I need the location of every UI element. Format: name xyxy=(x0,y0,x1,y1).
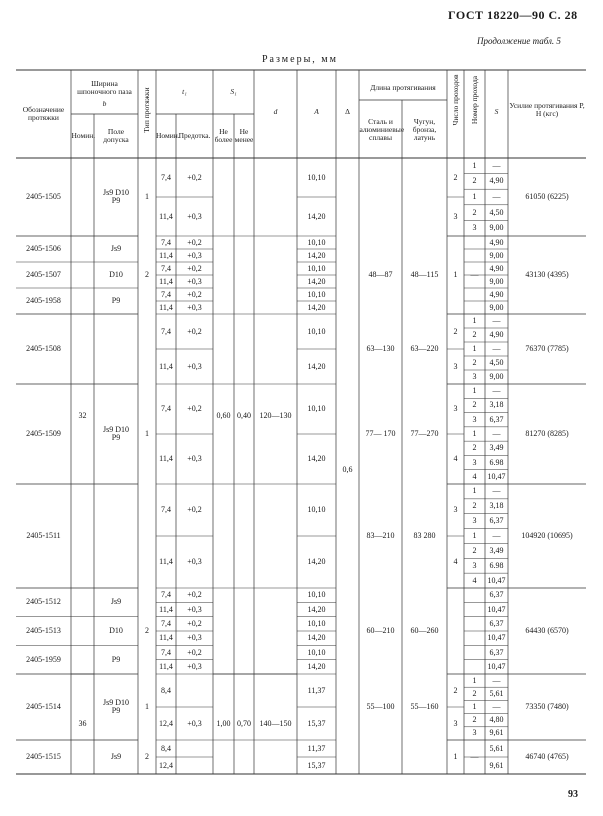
s-value-cell: 6,37 xyxy=(489,618,504,628)
pass-number-cell: 1 xyxy=(472,386,477,396)
pass-number-cell: 4 xyxy=(472,471,477,481)
pass-number-cell: — xyxy=(470,270,479,279)
force-cell: 76370 (7785) xyxy=(525,344,569,353)
s-value-cell: 6,37 xyxy=(489,590,504,600)
s-value-cell: 9,00 xyxy=(489,372,504,381)
t1-limit-cell: +0,3 xyxy=(187,661,202,671)
length-iron-cell: 60—260 xyxy=(410,626,439,635)
passes-count-cell: 2 xyxy=(453,685,458,695)
length-steel-cell: 83—210 xyxy=(366,531,395,540)
t1-nominal-cell: 7,4 xyxy=(161,404,171,413)
a-value-cell: 10,10 xyxy=(307,590,326,600)
a-value-cell: 10,10 xyxy=(307,289,326,299)
pass-number-cell: — xyxy=(470,752,479,761)
a-value-cell: 14,20 xyxy=(307,633,326,643)
t1-limit-cell: +0,3 xyxy=(187,302,202,312)
pass-number-cell: 1 xyxy=(472,344,477,353)
length-iron-cell: 48—115 xyxy=(410,270,439,279)
a-value-cell: 14,20 xyxy=(307,661,326,671)
a-value-cell: 11,37 xyxy=(307,685,326,695)
s-value-cell: — xyxy=(492,486,501,496)
tolerance-cell: P9 xyxy=(111,296,121,305)
designation-cell: 2405-1515 xyxy=(26,752,61,761)
s-value-cell: 6,37 xyxy=(489,516,504,526)
t1-nominal-cell: 8,4 xyxy=(161,743,171,753)
t1-limit-cell: +0,2 xyxy=(187,326,202,336)
length-steel-cell: 60—210 xyxy=(366,626,395,635)
a-value-cell: 15,37 xyxy=(307,718,326,728)
passes-count-cell: 3 xyxy=(453,404,458,413)
t1-limit-cell: +0,3 xyxy=(187,276,202,286)
t1-limit-cell: +0,3 xyxy=(187,361,202,371)
a-value-cell: 10,10 xyxy=(307,404,326,413)
pass-number-cell: 1 xyxy=(472,531,477,540)
key-width-36-cell: 36 xyxy=(78,719,87,728)
designation-cell: 2405-1507 xyxy=(26,270,61,279)
pass-number-cell: 4 xyxy=(472,575,477,585)
t1-nominal-cell: 11,4 xyxy=(159,454,173,463)
passes-count-cell: 3 xyxy=(453,718,458,728)
a-value-cell: 14,20 xyxy=(307,302,326,312)
s-value-cell: — xyxy=(492,344,501,353)
t1-nominal-cell: 7,4 xyxy=(161,590,171,600)
pass-number-cell: 1 xyxy=(472,316,477,325)
t1-nominal-header: Номин. xyxy=(156,131,180,141)
a-value-cell: 14,20 xyxy=(307,276,326,286)
d-32-cell: 120—130 xyxy=(259,411,292,420)
pass-number-cell: 2 xyxy=(472,688,477,698)
force-cell: 46740 (4765) xyxy=(525,752,569,761)
pass-number-cell: 3 xyxy=(472,728,477,738)
s-value-cell: 10,47 xyxy=(487,633,506,643)
passes-count-cell: 2 xyxy=(453,326,458,336)
s-value-cell: 9,00 xyxy=(489,250,504,260)
t1-nominal-cell: 11,4 xyxy=(159,276,173,286)
t1-nominal-cell: 7,4 xyxy=(161,237,171,247)
s-value-cell: 10,47 xyxy=(487,471,506,481)
s-value-cell: 3,18 xyxy=(489,501,504,511)
a-value-cell: 14,20 xyxy=(307,250,326,260)
broach-type-cell: 1 xyxy=(145,429,149,438)
tolerance-cell: Js9 xyxy=(110,752,122,761)
force-cell: 43130 (4395) xyxy=(525,270,569,279)
s-value-cell: 4,90 xyxy=(489,237,504,247)
length-iron-header: Чугун, бронза, латунь xyxy=(412,117,437,142)
a-value-cell: 10,10 xyxy=(307,647,326,657)
passes-count-cell: 3 xyxy=(453,505,458,514)
key-width-32-cell: 32 xyxy=(78,411,87,420)
force-cell: 81270 (8285) xyxy=(525,429,569,438)
key-width-symbol: b xyxy=(102,99,107,109)
t1-nominal-cell: 7,4 xyxy=(161,263,171,273)
s1-min-36-cell: 0,70 xyxy=(237,719,251,728)
s-value-cell: 3,49 xyxy=(489,545,504,555)
s-value-cell: — xyxy=(492,160,501,170)
passes-count-header: Число проходов xyxy=(450,74,460,126)
t1-nominal-cell: 7,4 xyxy=(161,289,171,299)
broach-type-cell: 1 xyxy=(145,702,149,711)
t1-limit-header: Предотка. xyxy=(178,131,211,141)
pass-number-cell: 2 xyxy=(472,207,477,217)
s-value-cell: — xyxy=(492,531,501,540)
s-value-cell: 10,47 xyxy=(487,575,506,585)
tolerance-cell: Js9 xyxy=(110,597,122,607)
s-value-cell: 6.98 xyxy=(489,560,504,570)
t1-limit-cell: +0,2 xyxy=(187,263,202,273)
tolerance-cell: Js9 D10 P9 xyxy=(103,188,130,205)
length-steel-header: Сталь и алюминиевые сплавы xyxy=(359,117,405,142)
d-36-cell: 140—150 xyxy=(259,719,292,728)
t1-limit-cell: +0,2 xyxy=(187,289,202,299)
tolerance-cell: D10 xyxy=(109,270,123,279)
t1-nominal-cell: 12,4 xyxy=(159,760,173,770)
designation-cell: 2405-1513 xyxy=(26,626,61,635)
designation-cell: 2405-1511 xyxy=(26,531,61,540)
designation-header: Обозначение протяжки xyxy=(22,105,65,122)
tolerance-cell: D10 xyxy=(109,626,123,635)
force-cell: 104920 (10695) xyxy=(521,531,573,540)
tolerance-cell: Js9 D10 P9 xyxy=(103,698,130,715)
t1-nominal-cell: 8,4 xyxy=(161,685,171,695)
table-continuation-note: Продолжение табл. 5 xyxy=(477,36,561,46)
s1-min-header: Не менее xyxy=(234,127,254,144)
length-steel-cell: 63—130 xyxy=(366,344,395,353)
a-value-cell: 10,10 xyxy=(307,618,326,628)
pass-number-cell: 2 xyxy=(472,358,477,367)
pass-number-cell: 3 xyxy=(472,457,477,467)
t1-limit-cell: +0,3 xyxy=(187,718,202,728)
s-value-cell: 4,90 xyxy=(489,289,504,299)
designation-cell: 2405-1512 xyxy=(26,597,61,607)
pass-number-cell: 3 xyxy=(472,223,477,233)
designation-cell: 2405-1508 xyxy=(26,344,61,353)
t1-limit-cell: +0,2 xyxy=(187,505,202,514)
length-iron-cell: 63—220 xyxy=(410,344,439,353)
pass-number-cell: 3 xyxy=(472,560,477,570)
t1-nominal-cell: 11,4 xyxy=(159,604,173,614)
s-value-cell: 5,61 xyxy=(489,743,504,753)
t1-nominal-cell: 7,4 xyxy=(161,618,171,628)
length-iron-cell: 77—270 xyxy=(410,429,439,438)
broach-dimensions-table xyxy=(16,70,586,790)
t1-limit-cell: +0,2 xyxy=(187,618,202,628)
delta-header: Δ xyxy=(345,107,350,117)
s-value-cell: 9,00 xyxy=(489,302,504,312)
t1-limit-cell: +0,2 xyxy=(187,237,202,247)
tolerance-cell: Js9 D10 P9 xyxy=(103,425,130,442)
pass-number-cell: 1 xyxy=(472,160,477,170)
pass-number-cell: 2 xyxy=(472,715,477,725)
s-value-cell: 9,00 xyxy=(489,223,504,233)
pass-number-cell: 2 xyxy=(472,176,477,186)
t1-limit-cell: +0,3 xyxy=(187,604,202,614)
force-cell: 61050 (6225) xyxy=(525,192,569,201)
dimensions-caption: Размеры, мм xyxy=(262,54,338,65)
t1-nominal-cell: 7,4 xyxy=(161,326,171,336)
t1-nominal-cell: 11,4 xyxy=(159,661,173,671)
s-value-cell: 3,49 xyxy=(489,443,504,453)
a-value-cell: 11,37 xyxy=(307,743,326,753)
s-value-cell: 6,37 xyxy=(489,414,504,424)
tolerance-field-header: Поле допуска xyxy=(103,127,129,144)
s-value-cell: 10,47 xyxy=(487,661,506,671)
delta-cell: 0,6 xyxy=(342,465,353,474)
t1-nominal-cell: 7,4 xyxy=(161,505,171,514)
s-value-cell: 9,61 xyxy=(489,760,504,770)
t1-limit-cell: +0,2 xyxy=(187,647,202,657)
designation-cell: 2405-1514 xyxy=(26,702,61,711)
s-value-cell: — xyxy=(492,675,501,685)
t1-header: t₁ xyxy=(182,87,187,97)
t1-nominal-cell: 11,4 xyxy=(159,557,173,566)
s-value-cell: — xyxy=(492,316,501,325)
s-value-cell: 4,90 xyxy=(489,176,504,186)
broach-type-header: Тип протяжки xyxy=(142,87,152,133)
s-value-cell: 9,00 xyxy=(489,276,504,286)
s-value-cell: 9,61 xyxy=(489,728,504,738)
s-value-cell: 4,90 xyxy=(489,263,504,273)
t1-limit-cell: +0,2 xyxy=(187,172,202,182)
tolerance-cell: P9 xyxy=(111,654,121,664)
s-value-cell: 4,50 xyxy=(489,207,504,217)
key-width-nominal-header: Номин. xyxy=(71,131,96,141)
force-cell: 73350 (7480) xyxy=(525,702,569,711)
pass-number-cell: 3 xyxy=(472,516,477,526)
broach-type-cell: 1 xyxy=(145,192,149,201)
page-number: 93 xyxy=(568,789,578,800)
s-value-cell: 3,18 xyxy=(489,400,504,410)
length-steel-cell: 55—100 xyxy=(366,702,395,711)
t1-nominal-cell: 11,4 xyxy=(159,361,173,371)
tolerance-cell: Js9 xyxy=(110,244,122,253)
a-value-cell: 14,20 xyxy=(307,361,326,371)
a-value-cell: 10,10 xyxy=(307,237,326,247)
t1-limit-cell: +0,3 xyxy=(187,211,202,221)
t1-limit-cell: +0,2 xyxy=(187,404,202,413)
passes-count-cell: 3 xyxy=(453,211,458,221)
s1-max-32-cell: 0,60 xyxy=(216,411,231,420)
broach-type-cell: 2 xyxy=(145,270,149,279)
s-value-cell: 10,47 xyxy=(487,604,506,614)
broach-type-cell: 2 xyxy=(145,626,149,635)
t1-nominal-cell: 11,4 xyxy=(159,633,173,643)
passes-count-cell: 4 xyxy=(453,557,458,566)
designation-cell: 2405-1505 xyxy=(26,192,61,201)
a-header: A xyxy=(314,107,319,117)
length-header: Длина протягивания xyxy=(370,83,436,93)
designation-cell: 2405-1506 xyxy=(26,244,61,253)
pass-number-cell: 3 xyxy=(472,414,477,424)
broach-type-cell: 2 xyxy=(145,752,149,761)
pass-number-cell: 2 xyxy=(472,443,477,453)
designation-cell: 2405-1958 xyxy=(26,296,61,305)
t1-nominal-cell: 7,4 xyxy=(161,647,171,657)
pass-number-cell: 2 xyxy=(472,501,477,511)
a-value-cell: 10,10 xyxy=(307,505,326,514)
pass-number-cell: 3 xyxy=(472,372,477,381)
pass-number-cell: 2 xyxy=(472,330,477,339)
a-value-cell: 15,37 xyxy=(307,760,326,770)
s-value-cell: 4,50 xyxy=(489,358,504,367)
a-value-cell: 10,10 xyxy=(307,172,326,182)
key-width-header: Ширина шпоночного паза xyxy=(77,79,132,96)
passes-count-cell: 2 xyxy=(453,172,458,182)
s1-header: S₁ xyxy=(230,87,237,97)
length-steel-cell: 48—87 xyxy=(368,270,393,279)
s-value-cell: — xyxy=(492,192,501,201)
s-value-cell: 6.98 xyxy=(489,457,504,467)
passes-count-cell: 1 xyxy=(453,270,458,279)
s1-min-32-cell: 0,40 xyxy=(237,411,251,420)
pass-number-cell: 1 xyxy=(472,429,477,438)
a-value-cell: 14,20 xyxy=(307,454,326,463)
passes-count-cell: 1 xyxy=(453,752,458,761)
s-value-cell: 6,37 xyxy=(489,647,504,657)
s-value-cell: 4,90 xyxy=(489,330,504,339)
length-iron-cell: 83 280 xyxy=(413,531,436,540)
designation-cell: 2405-1509 xyxy=(26,429,61,438)
pass-number-cell: 1 xyxy=(472,192,477,201)
pass-number-cell: 2 xyxy=(472,545,477,555)
t1-nominal-cell: 11,4 xyxy=(159,302,173,312)
pass-number-cell: 1 xyxy=(472,702,477,711)
t1-limit-cell: +0,3 xyxy=(187,250,202,260)
s1-max-36-cell: 1,00 xyxy=(216,719,231,728)
a-value-cell: 14,20 xyxy=(307,211,326,221)
pass-number-cell: 1 xyxy=(472,675,477,685)
pass-number-cell: 1 xyxy=(472,486,477,496)
s-header: S xyxy=(494,107,499,117)
s-value-cell: 4,80 xyxy=(489,715,504,725)
t1-limit-cell: +0,2 xyxy=(187,590,202,600)
t1-nominal-cell: 11,4 xyxy=(159,211,173,221)
passes-count-cell: 3 xyxy=(453,361,458,371)
t1-nominal-cell: 11,4 xyxy=(159,250,173,260)
a-value-cell: 10,10 xyxy=(307,263,326,273)
t1-limit-cell: +0,3 xyxy=(187,557,202,566)
t1-nominal-cell: 12,4 xyxy=(159,718,173,728)
t1-limit-cell: +0,3 xyxy=(187,633,202,643)
t1-limit-cell: +0,3 xyxy=(187,454,202,463)
s-value-cell: — xyxy=(492,429,501,438)
s-value-cell: — xyxy=(492,702,501,711)
s-value-cell: 5,61 xyxy=(489,688,504,698)
pass-number-cell: 2 xyxy=(472,400,477,410)
standard-header: ГОСТ 18220—90 С. 28 xyxy=(448,8,578,22)
length-iron-cell: 55—160 xyxy=(410,702,439,711)
force-header: Усилие протягивания P, Н (кгс) xyxy=(509,101,585,118)
designation-cell: 2405-1959 xyxy=(26,654,61,664)
length-steel-cell: 77— 170 xyxy=(365,429,396,438)
force-cell: 64430 (6570) xyxy=(525,626,569,635)
s-value-cell: — xyxy=(492,386,501,396)
t1-nominal-cell: 7,4 xyxy=(161,172,171,182)
pass-number-header: Номер прохода xyxy=(469,75,479,125)
a-value-cell: 14,20 xyxy=(307,557,326,566)
d-header: d xyxy=(273,107,278,117)
a-value-cell: 10,10 xyxy=(307,326,326,336)
a-value-cell: 14,20 xyxy=(307,604,326,614)
s1-max-header: Не более xyxy=(214,127,233,144)
passes-count-cell: 4 xyxy=(453,454,458,463)
